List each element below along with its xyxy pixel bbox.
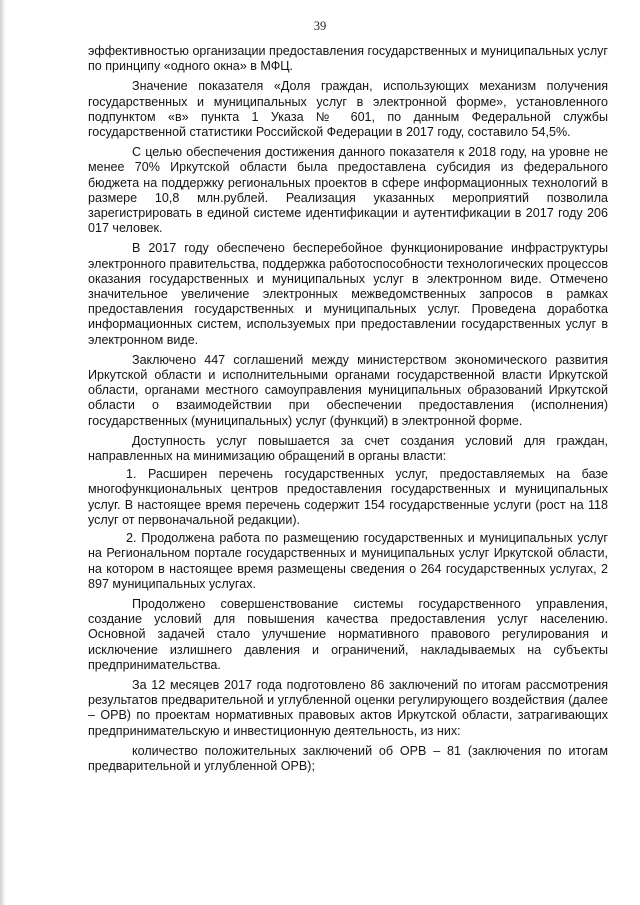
paragraph-e-government: В 2017 году обеспечено бесперебойное функционирование инфраструктуры электронного правительства, поддержка работоспособности технологических процессов оказания государственных и муниципальных услуг в электронном виде. Отмечено значительное увеличение электронных межведомственных запросов в рамках предоставления государственных и муниципальных услуг. Проведена доработка информационных систем, используемых при предоставлении государственных услуг в электронном виде. xyxy=(88,241,608,347)
page-number: 39 xyxy=(313,19,327,33)
scan-edge xyxy=(0,0,6,905)
paragraph-governance: Продолжено совершенствование системы государственного управления, создание условий для повышения качества предоставления услуг населению. Основной задачей стало улучшение нормативного правового регулирования и исключение излишнего давления и ограничений, накладываемых на субъекты предпринимательства. xyxy=(88,596,608,672)
paragraph-subsidy: С целью обеспечения достижения данного показателя к 2018 году, на уровне не менее 70% Иркутской области была предоставлена субсидия из федерального бюджета на поддержку региональных проектов в сфере информационных технологий в размере 10,8 млн.рублей. Реализация указанных мероприятий позволила зарегистрировать в единой системе идентификации и аутентификации в 2017 году 206 017 человек. xyxy=(88,145,608,236)
paragraph-indicator-value: Значение показателя «Доля граждан, использующих механизм получения государственных и муниципальных услуг в электронной форме», установленного подпунктом «в» пункта 1 Указа № 601, по данным Федеральной службы государственной статистики Российской Федерации в 2017 году, составило 54,5%. xyxy=(88,79,608,140)
paragraph-positive-conclusions: количество положительных заключений об ОРВ – 81 (заключения по итогам предварительной и углубленной ОРВ); xyxy=(88,743,608,773)
paragraph-agreements: Заключено 447 соглашений между министерством экономического развития Иркутской области и исполнительными органами государственной власти Иркутской области, органами местного самоуправления муниципальных образований Иркутской области о взаимодействии при обеспечении предоставления (исполнения) государственных (муниципальных) услуг (функций) в электронной форме. xyxy=(88,352,608,428)
paragraph-continuation: эффективностью организации предоставления государственных и муниципальных услуг по принципу «одного окна» в МФЦ. xyxy=(88,44,608,74)
paragraph-orv-conclusions: За 12 месяцев 2017 года подготовлено 86 заключений по итогам рассмотрения результатов предварительной и углубленной оценки регулирующего воздействия (далее – ОРВ) по проектам нормативных правовых актов Иркутской области, затрагивающих предпринимательскую и инвестиционную деятельность, из них: xyxy=(88,677,608,738)
list-item-2: 2. Продолжена работа по размещению государственных и муниципальных услуг на Региональном портале государственных и муниципальных услуг Иркутской области, на котором в настоящее время размещены сведения о 264 государственных услугах, 2 897 муниципальных услугах. xyxy=(88,531,608,591)
document-body xyxy=(88,44,608,779)
list-item-1: 1. Расширен перечень государственных услуг, предоставляемых на базе многофункциональных центров предоставления государственных и муниципальных услуг. В настоящее время перечень содержит 154 государственные услуги (рост на 118 услуг от первоначальной редакции). xyxy=(88,467,608,527)
paragraph-accessibility: Доступность услуг повышается за счет создания условий для граждан, направленных на минимизацию обращений в органы власти: xyxy=(88,433,608,464)
